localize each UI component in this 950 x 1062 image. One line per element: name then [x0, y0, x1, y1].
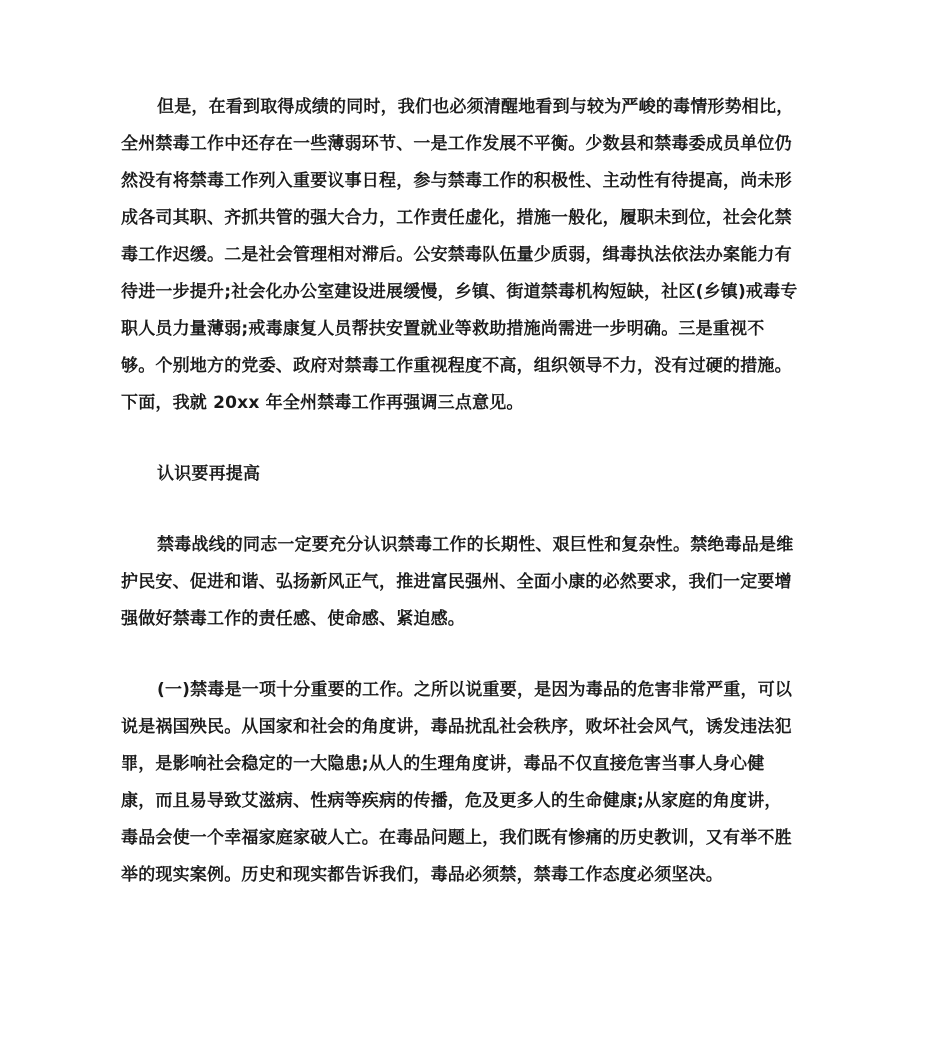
paragraph-line: 毒工作迟缓。二是社会管理相对滞后。公安禁毒队伍量少质弱，缉毒执法依法办案能力有 — [121, 245, 792, 265]
paragraph-line: 但是，在看到取得成绩的同时，我们也必须清醒地看到与较为严峻的毒情形势相比， — [157, 97, 794, 117]
paragraph-line: 康，而且易导致艾滋病、性病等疾病的传播，危及更多人的生命健康;从家庭的角度讲， — [121, 791, 782, 811]
paragraph-line: 全州禁毒工作中还存在一些薄弱环节、一是工作发展不平衡。少数县和禁毒委成员单位仍 — [121, 134, 792, 154]
paragraph-line: 强做好禁毒工作的责任感、使命感、紧迫感。 — [121, 609, 465, 629]
paragraph-line: 举的现实案例。历史和现实都告诉我们，毒品必须禁，禁毒工作态度必须坚决。 — [121, 865, 723, 885]
paragraph-line: 下面，我就 20xx 年全州禁毒工作再强调三点意见。 — [121, 393, 524, 413]
paragraph-line: 罪，是影响社会稳定的一大隐患;从人的生理角度讲，毒品不仅直接危害当事人身心健 — [121, 754, 765, 774]
paragraph-line: (一)禁毒是一项十分重要的工作。之所以说重要，是因为毒品的危害非常严重，可以 — [157, 680, 793, 700]
paragraph-line: 职人员力量薄弱;戒毒康复人员帮扶安置就业等救助措施尚需进一步明确。三是重视不 — [121, 319, 765, 339]
paragraph-line: 成各司其职、齐抓共管的强大合力，工作责任虚化，措施一般化，履职未到位，社会化禁 — [121, 208, 792, 228]
paragraph-line: 说是祸国殃民。从国家和社会的角度讲，毒品扰乱社会秩序，败坏社会风气，诱发违法犯 — [121, 717, 792, 737]
paragraph-line: 够。个别地方的党委、政府对禁毒工作重视程度不高，组织领导不力，没有过硬的措施。 — [121, 356, 792, 376]
paragraph-line: 毒品会使一个幸福家庭家破人亡。在毒品问题上，我们既有惨痛的历史教训，又有举不胜 — [121, 828, 792, 848]
paragraph-line: 待进一步提升;社会化办公室建设进展缓慢，乡镇、街道禁毒机构短缺，社区(乡镇)戒毒专 — [121, 282, 798, 302]
paragraph-line: 然没有将禁毒工作列入重要议事日程，参与禁毒工作的积极性、主动性有待提高，尚未形 — [121, 171, 792, 191]
section-heading: 认识要再提高 — [157, 464, 261, 484]
paragraph-line: 禁毒战线的同志一定要充分认识禁毒工作的长期性、艰巨性和复杂性。禁绝毒品是维 — [157, 535, 794, 555]
paragraph-line: 护民安、促进和谐、弘扬新风正气，推进富民强州、全面小康的必然要求，我们一定要增 — [121, 572, 792, 592]
